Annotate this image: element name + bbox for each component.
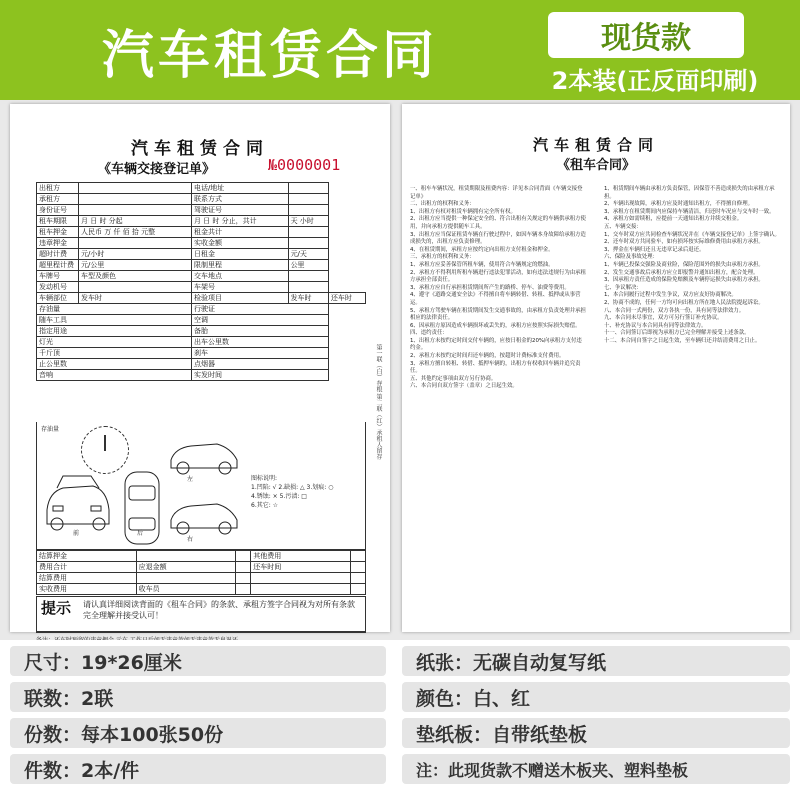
table-cell: 还车时间 bbox=[251, 562, 351, 573]
legend-line: 6.其它: ☆ bbox=[251, 502, 279, 509]
spec-value: 此现货款不赠送木板夹、塑料垫板 bbox=[448, 760, 689, 780]
serial-number: №0000001 bbox=[268, 156, 341, 174]
side-note: 第一联（白）存根 bbox=[375, 344, 382, 392]
table-cell: 超里程计费 bbox=[37, 260, 79, 271]
table-cell: 月 日 时 分止，共计 bbox=[191, 216, 288, 227]
spec-label: 联数： bbox=[24, 687, 82, 710]
table-cell: 检验项目 bbox=[191, 293, 288, 304]
table-cell bbox=[288, 282, 328, 293]
car-front-view-icon bbox=[47, 476, 109, 530]
page-title: 汽车租赁合同 bbox=[101, 25, 438, 86]
spec-size bbox=[10, 646, 386, 676]
table-cell: 实收金额 bbox=[191, 238, 288, 249]
table-row bbox=[37, 573, 366, 584]
table-cell: 元/公里 bbox=[79, 260, 192, 271]
table-row bbox=[37, 293, 366, 304]
table-cell: 其他费用 bbox=[251, 551, 351, 562]
table-cell bbox=[79, 183, 192, 194]
table-cell: 违章押金 bbox=[37, 238, 79, 249]
spec-label: 垫纸板： bbox=[416, 723, 493, 746]
table-cell bbox=[350, 562, 365, 573]
clause-line: 1、承租方应妥善保管所租车辆，使用符合车辆规定的燃油。 bbox=[410, 261, 554, 268]
check-item: 出车公里数 bbox=[191, 337, 328, 348]
table-cell bbox=[251, 584, 351, 595]
table-cell bbox=[288, 205, 328, 216]
spec-color bbox=[402, 682, 790, 712]
clause-line: 3、承租方在租赁期间内应保持车辆清洁，归还时车况应与交车时一致。 bbox=[604, 208, 775, 215]
check-item: 指定用途 bbox=[37, 326, 192, 337]
check-item: 存油量 bbox=[37, 304, 192, 315]
table-cell bbox=[288, 227, 328, 238]
table-row bbox=[37, 584, 366, 595]
table-cell: 承租方 bbox=[37, 194, 79, 205]
table-row bbox=[37, 271, 366, 282]
form-title: 汽车租赁合同 bbox=[131, 139, 269, 159]
check-item: 点烟器 bbox=[191, 359, 328, 370]
table-cell: 租车押金 bbox=[37, 227, 79, 238]
clause-line: 6、因承租方原因造成车辆损坏或丢失的，承租方应按照实际损失赔偿。 bbox=[410, 322, 581, 329]
check-item: 灯光 bbox=[37, 337, 192, 348]
table-cell: 车型及颜色 bbox=[79, 271, 192, 282]
spec-sets bbox=[10, 718, 386, 748]
contract-subtitle: 《租车合同》 bbox=[556, 158, 635, 173]
table-cell bbox=[236, 573, 251, 584]
clause-line: 1、本合同履行过程中发生争议，双方应友好协商解决。 bbox=[604, 292, 737, 299]
table-cell bbox=[350, 584, 365, 595]
table-cell bbox=[236, 562, 251, 573]
clause-line: 1、租赁期间车辆由承租方负责保管，因保管不善造成损失的由承租方承担。 bbox=[604, 186, 775, 200]
car-side-view-icon bbox=[171, 504, 237, 534]
clauses-column-left bbox=[410, 186, 586, 626]
spec-value: 自带纸垫板 bbox=[492, 723, 588, 746]
contract-title: 汽车租赁合同 bbox=[532, 136, 659, 154]
clause-line: 六、本合同自双方签字（盖章）之日起生效。 bbox=[410, 383, 518, 390]
table-cell: 车架号 bbox=[191, 282, 288, 293]
table-cell: 限制里程 bbox=[191, 260, 288, 271]
table-cell: 驾驶证号 bbox=[191, 205, 288, 216]
spec-value: 2本/件 bbox=[81, 759, 140, 782]
table-cell: 出租方 bbox=[37, 183, 79, 194]
clause-line: 十二、本合同自签字之日起生效，至车辆归还并结清费用之日止。 bbox=[604, 337, 761, 344]
legend-line: 4.锈蚀: × 5.污渍: □ bbox=[251, 493, 307, 500]
table-cell: 结算押金 bbox=[37, 551, 137, 562]
clause-line: 1、出租方未按约定时间交付车辆的，应按日租金的20%向承租方支付违约金。 bbox=[410, 337, 582, 352]
clause-line: 2、出租方应当提供一种保定安全的、符合出租有关规定的车辆供承租方使用，并向承租方提供随车工具。 bbox=[410, 216, 586, 230]
table-cell bbox=[136, 573, 236, 584]
table-cell bbox=[288, 183, 328, 194]
table-row bbox=[37, 304, 366, 315]
clause-line: 2、发生交通事故后承租方应立即报警并通知出租方，配合处理。 bbox=[604, 269, 759, 276]
clause-line: 2、承租方未按约定时间归还车辆的，按超时计费标准支付费用。 bbox=[410, 353, 565, 360]
clause-line: 4、在租赁期间，承租方应按约定向出租方支付租金和押金。 bbox=[410, 246, 554, 253]
clause-line: 1、出租方有权对租赁车辆拥有完全所有权。 bbox=[410, 208, 516, 215]
table-row bbox=[37, 183, 366, 194]
legend-line: 1.凹陷: √ 2.缺损: △ 3.划痕: ○ bbox=[251, 484, 334, 491]
clause-line: 3、承租方应自行承担租赁期间所产生的路桥、停车、油费等费用。 bbox=[410, 284, 570, 291]
check-item: 行驶证 bbox=[191, 304, 328, 315]
tip-label: 提示 bbox=[41, 599, 72, 617]
table-row bbox=[37, 370, 366, 381]
spec-backing-board bbox=[402, 718, 790, 748]
clause-line: 一、租车车辆状况，租赁期限及租费内容：详见本合同背面《车辆交接登记单》 bbox=[410, 186, 583, 200]
header-subtitle: 2本装(正反面印刷) bbox=[551, 66, 759, 95]
gauge-label: 存油量 bbox=[41, 426, 60, 433]
table-cell: 实收费用 bbox=[37, 584, 137, 595]
table-row bbox=[37, 216, 366, 227]
legend-title: 图标说明: bbox=[251, 475, 278, 482]
handover-form-page bbox=[10, 104, 390, 632]
spec-label: 件数： bbox=[24, 759, 82, 782]
check-item: 千斤顶 bbox=[37, 348, 192, 359]
table-cell bbox=[236, 551, 251, 562]
clause-line: 3、承租方擅自转租、转借、抵押车辆的，出租方有权收回车辆并追究责任。 bbox=[410, 360, 581, 375]
table-row bbox=[37, 249, 366, 260]
table-cell: 日租金 bbox=[191, 249, 288, 260]
check-item: 空调 bbox=[191, 315, 328, 326]
spec-note bbox=[402, 754, 790, 784]
tip-text: 请认真详细阅读背面的《租车合同》的条款、承租方签字合同视为对所有条款完全理解并接受认可！ bbox=[83, 600, 355, 620]
table-cell: 联系方式 bbox=[191, 194, 288, 205]
clause-line: 4、遵守《道路交通安全法》不得擅自将车辆转借、转租、抵押或从事营运。 bbox=[410, 292, 581, 306]
clause-line: 四、违约责任： bbox=[410, 330, 448, 337]
clause-line: 3、押金在车辆归还且无违章记录后退还。 bbox=[604, 246, 705, 253]
clause-line: 五、车辆交接： bbox=[604, 223, 642, 230]
clause-line: 2、车辆出现故障，承租方应及时通知出租方，不得擅自修理。 bbox=[604, 201, 753, 208]
clause-line: 2、还车时双方共同验车，如有损坏按实际维修费用由承租方承担。 bbox=[604, 239, 764, 246]
check-item: 音响 bbox=[37, 370, 192, 381]
spec-value: 每本100张50份 bbox=[81, 723, 224, 746]
table-row bbox=[37, 359, 366, 370]
car-side-view-icon bbox=[171, 444, 237, 474]
diagram-label: 前 bbox=[73, 530, 80, 537]
table-row bbox=[37, 260, 366, 271]
clause-line: 十一、合同签订后即视为承租方已完全理解并接受上述条款。 bbox=[604, 330, 750, 337]
table-cell: 应退金额 bbox=[136, 562, 236, 573]
clause-line: 二、出租方的权利和义务： bbox=[410, 201, 475, 208]
clause-line: 4、承租方如需续租，应提前一天通知出租方并续交租金。 bbox=[604, 216, 743, 223]
table-cell bbox=[79, 238, 192, 249]
diagram-label: 右 bbox=[187, 536, 194, 543]
clause-line: 十、补充协议与本合同具有同等法律效力。 bbox=[604, 322, 707, 329]
spec-label: 份数： bbox=[24, 723, 82, 746]
diagram-label: 左 bbox=[187, 476, 194, 483]
table-row bbox=[37, 227, 366, 238]
table-row bbox=[37, 551, 366, 562]
fee-table bbox=[36, 550, 366, 595]
table-cell: 交车地点 bbox=[191, 271, 288, 282]
clause-line: 八、本合同一式两份，双方各执一份，具有同等法律效力。 bbox=[604, 307, 745, 314]
copy-note-side bbox=[372, 344, 382, 460]
clause-line: 三、承租方的权利和义务： bbox=[410, 254, 475, 261]
clause-line: 1、交车时双方应共同检查车辆状况并在《车辆交接登记单》上签字确认。 bbox=[604, 231, 780, 238]
spec-label: 颜色： bbox=[416, 687, 474, 710]
vehicle-diagram-area bbox=[36, 422, 366, 550]
clause-line: 1、车辆已投保交强险及商业险，保险范围外的损失由承租方承担。 bbox=[604, 261, 764, 268]
clause-line: 七、争议解决： bbox=[604, 284, 642, 291]
table-cell bbox=[236, 584, 251, 595]
table-cell: 人民币 万 仟 佰 拾 元整 bbox=[79, 227, 192, 238]
table-cell: 车牌号 bbox=[37, 271, 79, 282]
table-cell bbox=[79, 282, 192, 293]
table-cell: 元/天 bbox=[288, 249, 328, 260]
spec-label: 注： bbox=[416, 760, 449, 780]
spec-value: 无碳自动复写纸 bbox=[473, 651, 607, 674]
handover-table bbox=[36, 182, 366, 381]
in-stock-badge: 现货款 bbox=[548, 12, 744, 58]
table-row bbox=[37, 326, 366, 337]
check-item: 随车工具 bbox=[37, 315, 192, 326]
table-cell: 收车员 bbox=[136, 584, 236, 595]
spec-label: 尺寸： bbox=[24, 651, 82, 674]
table-cell: 费用合计 bbox=[37, 562, 137, 573]
table-cell: 元/小时 bbox=[79, 249, 192, 260]
table-row bbox=[37, 348, 366, 359]
clause-line: 2、协商不成的，任何一方均可向出租方所在地人民法院提起诉讼。 bbox=[604, 299, 764, 306]
clause-line: 3、出租方应当保证租赁车辆在行驶过程中，如因车辆本身故障给承租方造成损失的，出租方应负责修理。 bbox=[410, 231, 586, 246]
spec-label: 纸张： bbox=[416, 651, 474, 674]
table-cell: 电话/地址 bbox=[191, 183, 288, 194]
clause-line: 五、其他约定事项由双方另行协商。 bbox=[410, 375, 497, 382]
spec-value: 19*26厘米 bbox=[81, 651, 182, 674]
table-cell bbox=[251, 573, 351, 584]
table-row bbox=[37, 282, 366, 293]
clause-line: 3、因承租方责任造成的保险免赔额及车辆停运损失由承租方承担。 bbox=[604, 277, 764, 284]
clause-line: 六、保险及事故处理： bbox=[604, 254, 658, 261]
clauses-column-right bbox=[604, 186, 780, 626]
check-item: 止公里数 bbox=[37, 359, 192, 370]
table-cell bbox=[288, 238, 328, 249]
table-row bbox=[37, 194, 366, 205]
table-cell: 月 日 时 分起 bbox=[79, 216, 192, 227]
tip-box bbox=[36, 596, 366, 632]
header-banner bbox=[0, 0, 800, 100]
table-row bbox=[37, 205, 366, 216]
icon-legend bbox=[251, 474, 361, 510]
contract-terms-page bbox=[402, 104, 790, 632]
table-cell: 车辆部位 bbox=[37, 293, 79, 304]
check-item: 备胎 bbox=[191, 326, 328, 337]
check-item: 刹车 bbox=[191, 348, 328, 359]
table-cell bbox=[350, 573, 365, 584]
table-cell bbox=[79, 194, 192, 205]
table-cell: 还车时 bbox=[328, 293, 365, 304]
table-cell: 公里 bbox=[288, 260, 328, 271]
table-row bbox=[37, 562, 366, 573]
table-cell bbox=[79, 205, 192, 216]
table-cell: 结算费用 bbox=[37, 573, 137, 584]
check-item: 实发时间 bbox=[191, 370, 328, 381]
product-mat bbox=[0, 100, 800, 640]
spec-section bbox=[0, 640, 800, 800]
table-cell: 租金共计 bbox=[191, 227, 288, 238]
table-cell: 天 小时 bbox=[288, 216, 328, 227]
table-cell: 发车时 bbox=[79, 293, 192, 304]
table-row bbox=[37, 315, 366, 326]
table-cell: 发动机号 bbox=[37, 282, 79, 293]
clause-line: 九、本合同未尽事宜，双方可另行签订补充协议。 bbox=[604, 315, 723, 322]
table-cell bbox=[288, 271, 328, 282]
spec-value: 2联 bbox=[81, 687, 114, 710]
table-row bbox=[37, 337, 366, 348]
clause-line: 5、承租方驾驶车辆在租赁期间发生交通事故的，由承租方负责处理并承担相应的法律责任。 bbox=[410, 307, 586, 322]
clause-line: 2、承租方不得利用所租车辆进行违法犯罪活动，如有违法违规行为由承租方承担全部责任。 bbox=[410, 269, 586, 284]
table-cell bbox=[136, 551, 236, 562]
table-cell: 身份证号 bbox=[37, 205, 79, 216]
form-subtitle: 《车辆交接登记单》 bbox=[98, 162, 216, 177]
spec-value: 白、红 bbox=[473, 687, 531, 710]
side-note: 第二联（红）承租人留存 bbox=[375, 393, 382, 460]
table-cell: 租车期限 bbox=[37, 216, 79, 227]
table-cell bbox=[350, 551, 365, 562]
spec-pieces bbox=[10, 754, 386, 784]
spec-paper bbox=[402, 646, 790, 676]
table-cell bbox=[288, 194, 328, 205]
diagram-label: 后 bbox=[137, 530, 144, 537]
table-row bbox=[37, 238, 366, 249]
table-cell: 超时计费 bbox=[37, 249, 79, 260]
spec-copies bbox=[10, 682, 386, 712]
table-cell: 发车时 bbox=[288, 293, 328, 304]
